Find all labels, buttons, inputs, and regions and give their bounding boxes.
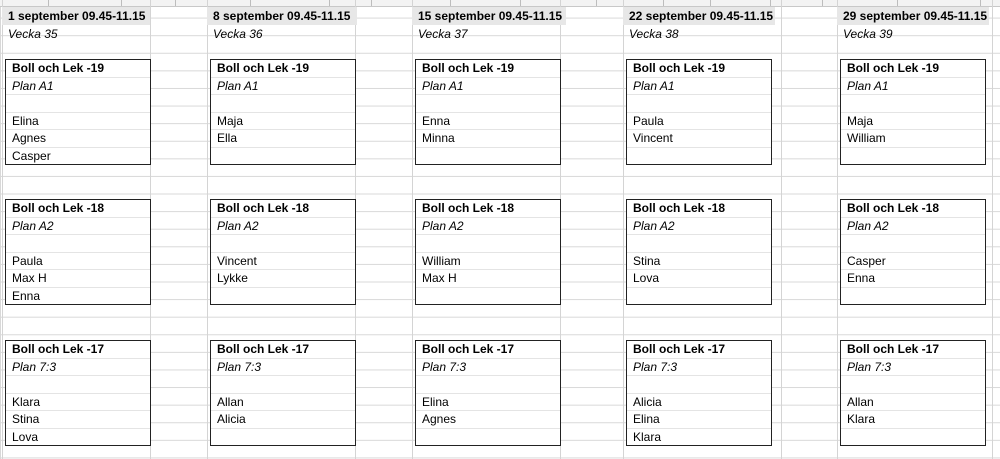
player-cell[interactable]: Ella [211,130,355,148]
player-cell[interactable]: Enna [841,270,985,288]
gridline [2,0,3,459]
group-title-cell[interactable]: Boll och Lek -17 [6,341,150,359]
plan-cell[interactable]: Plan A1 [211,78,355,96]
week-cell[interactable]: Vecka 38 [629,27,679,41]
week-cell[interactable]: Vecka 39 [843,27,893,41]
plan-cell[interactable]: Plan A2 [627,218,771,236]
empty-cell[interactable] [6,376,150,394]
player-cell[interactable]: Lova [627,270,771,288]
player-cell[interactable]: Agnes [6,130,150,148]
group-block [840,340,986,446]
group-title-cell[interactable]: Boll och Lek -17 [211,341,355,359]
plan-cell[interactable]: Plan A2 [841,218,985,236]
group-title-cell[interactable]: Boll och Lek -19 [211,60,355,78]
player-cell[interactable] [627,148,771,166]
player-cell[interactable]: Minna [416,130,560,148]
player-cell[interactable]: Lykke [211,270,355,288]
group-block [415,59,561,165]
group-block [5,340,151,446]
player-cell[interactable]: Elina [6,113,150,131]
player-cell[interactable]: Stina [6,411,150,429]
group-block [415,340,561,446]
plan-cell[interactable]: Plan 7:3 [211,359,355,377]
empty-cell[interactable] [841,235,985,253]
date-cell[interactable]: 1 september 09.45-11.15 [2,7,150,25]
empty-cell[interactable] [211,235,355,253]
column-separator[interactable] [121,0,122,6]
player-cell[interactable]: William [416,253,560,271]
group-title-cell[interactable]: Boll och Lek -18 [841,200,985,218]
column-separator[interactable] [175,0,176,6]
player-cell[interactable] [841,429,985,447]
player-cell[interactable]: Klara [633,429,662,444]
gridline [781,0,782,459]
column-separator[interactable] [897,0,898,6]
player-cell[interactable]: Vincent [211,253,355,271]
group-block [840,59,986,165]
group-title-cell[interactable]: Boll och Lek -17 [627,341,771,359]
group-block [415,199,561,305]
column-separator[interactable] [250,0,251,6]
player-cell[interactable]: Stina [627,253,771,271]
column-separator[interactable] [822,0,823,6]
player-cell[interactable]: Maja [211,113,355,131]
gridline [207,0,208,459]
group-title-cell[interactable]: Boll och Lek -17 [841,341,985,359]
group-block [210,340,356,446]
player-cell[interactable]: Allan [841,394,985,412]
empty-cell[interactable] [211,95,355,113]
player-cell[interactable]: Alicia [627,394,771,412]
player-cell[interactable]: Paula [627,113,771,131]
player-cell[interactable] [841,288,985,306]
column-separator[interactable] [48,0,49,6]
empty-cell[interactable] [627,235,771,253]
plan-cell[interactable]: Plan 7:3 [416,359,560,377]
column-separator[interactable] [450,0,451,6]
column-separator[interactable] [371,0,372,6]
group-block [626,59,772,165]
empty-cell[interactable] [6,235,150,253]
plan-cell[interactable]: Plan A2 [416,218,560,236]
column-separator[interactable] [663,0,664,6]
empty-cell[interactable] [841,95,985,113]
column-separator[interactable] [770,0,771,6]
group-block [210,59,356,165]
week-cell[interactable]: Vecka 35 [8,27,58,41]
plan-cell[interactable]: Plan A1 [841,78,985,96]
group-block [210,199,356,305]
group-title-cell[interactable]: Boll och Lek -19 [6,60,150,78]
column-separator[interactable] [596,0,597,6]
group-title-cell[interactable]: Boll och Lek -19 [627,60,771,78]
group-title-cell[interactable]: Boll och Lek -18 [416,200,560,218]
group-block [5,199,151,305]
player-cell[interactable] [416,429,560,447]
player-cell[interactable]: Vincent [627,130,771,148]
player-cell[interactable]: Allan [211,394,355,412]
plan-cell[interactable]: Plan A1 [627,78,771,96]
player-cell[interactable]: Max H [416,270,560,288]
empty-cell[interactable] [416,95,560,113]
group-title-cell[interactable]: Boll och Lek -19 [416,60,560,78]
empty-cell[interactable] [841,376,985,394]
date-cell[interactable]: 29 september 09.45-11.15 [837,7,989,25]
group-block [5,59,151,165]
player-cell[interactable]: Agnes [416,411,560,429]
gridline [837,0,838,459]
group-title-cell[interactable]: Boll och Lek -17 [416,341,560,359]
plan-cell[interactable]: Plan 7:3 [6,359,150,377]
date-cell[interactable]: 15 september 09.45-11.15 [412,7,566,25]
plan-cell[interactable]: Plan 7:3 [627,359,771,377]
player-cell[interactable]: Elina [627,411,771,429]
player-cell[interactable]: Elina [416,394,560,412]
empty-cell[interactable] [211,376,355,394]
date-cell[interactable]: 22 september 09.45-11.15 [623,7,775,25]
column-separator[interactable] [710,0,711,6]
group-block [626,340,772,446]
plan-cell[interactable]: Plan A2 [211,218,355,236]
player-cell[interactable]: Maja [841,113,985,131]
empty-cell[interactable] [627,376,771,394]
column-separator[interactable] [980,0,981,6]
empty-cell[interactable] [627,95,771,113]
group-title-cell[interactable]: Boll och Lek -18 [6,200,150,218]
player-cell[interactable]: Casper [841,253,985,271]
player-cell[interactable] [416,288,560,306]
plan-cell[interactable]: Plan 7:3 [841,359,985,377]
gridline [412,0,413,459]
group-block [626,199,772,305]
gridline [992,0,993,459]
player-cell[interactable]: Max H [6,270,150,288]
player-cell[interactable]: Paula [6,253,150,271]
date-cell[interactable]: 8 september 09.45-11.15 [207,7,357,25]
player-cell[interactable] [211,429,355,447]
group-title-cell[interactable]: Boll och Lek -18 [627,200,771,218]
empty-cell[interactable] [6,95,150,113]
player-cell[interactable]: Lova [12,429,39,444]
player-cell[interactable] [211,148,355,166]
player-cell[interactable] [841,148,985,166]
column-separator[interactable] [329,0,330,6]
empty-cell[interactable] [416,376,560,394]
player-cell[interactable] [627,288,771,306]
group-title-cell[interactable]: Boll och Lek -18 [211,200,355,218]
player-cell[interactable]: Enna [416,113,560,131]
empty-cell[interactable] [416,235,560,253]
plan-cell[interactable]: Plan A1 [416,78,560,96]
player-cell[interactable] [416,148,560,166]
player-cell[interactable]: Alicia [211,411,355,429]
player-cell[interactable] [211,288,355,306]
week-cell[interactable]: Vecka 36 [213,27,263,41]
week-cell[interactable]: Vecka 37 [418,27,468,41]
player-cell[interactable]: Casper [12,148,51,163]
group-title-cell[interactable]: Boll och Lek -19 [841,60,985,78]
player-cell[interactable]: Klara [6,394,150,412]
gridline [623,0,624,459]
plan-cell[interactable]: Plan A1 [6,78,150,96]
column-separator[interactable] [520,0,521,6]
player-cell[interactable]: Enna [12,288,41,303]
plan-cell[interactable]: Plan A2 [6,218,150,236]
player-cell[interactable]: Klara [841,411,985,429]
group-block [840,199,986,305]
player-cell[interactable]: William [841,130,985,148]
